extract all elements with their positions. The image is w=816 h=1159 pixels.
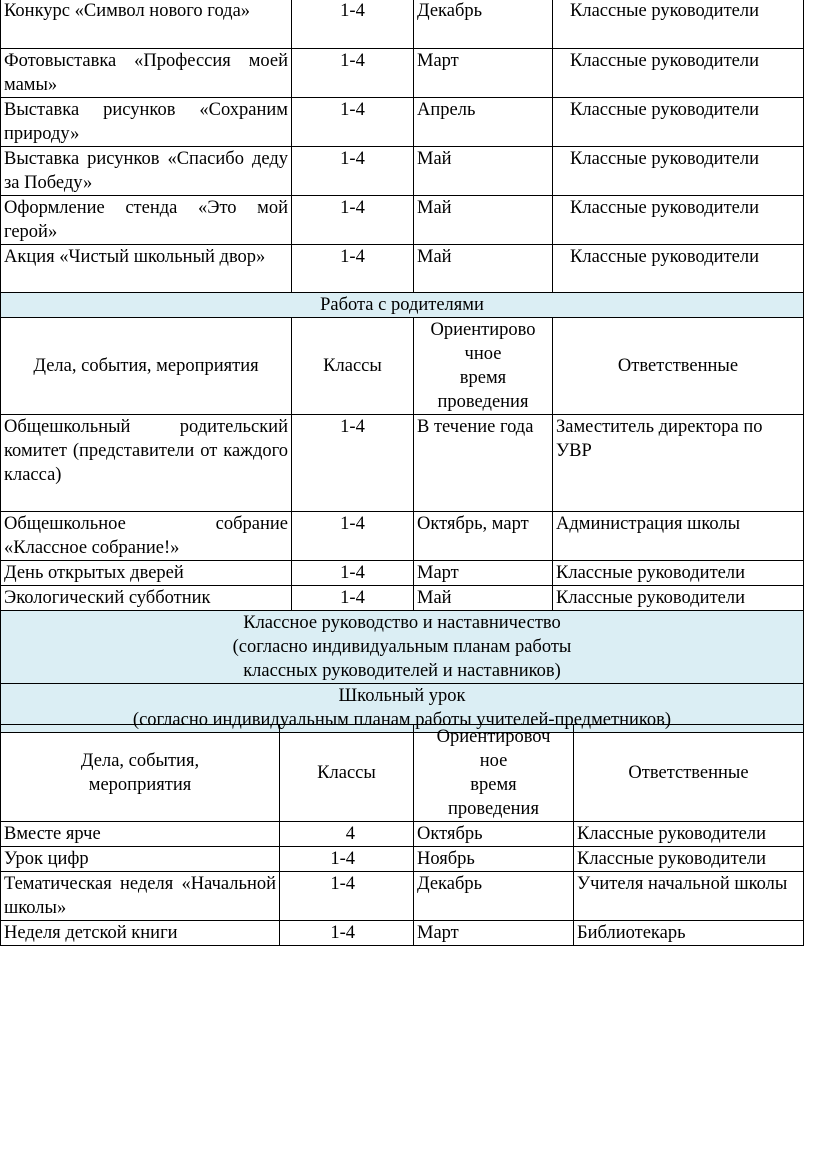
classes-cell: 1-4 (292, 586, 414, 611)
event-cell: Фотовыставка «Профессия моей мамы» (1, 49, 292, 98)
time-cell: Май (414, 147, 553, 196)
event-cell: Акция «Чистый школьный двор» (1, 245, 292, 293)
section-line: Классное руководство и наставничество (243, 613, 561, 633)
event-cell: Тематическая неделя «Начальной школы» (1, 872, 280, 921)
header-classes: Классы (280, 725, 414, 822)
table-row (1, 561, 804, 586)
classes-cell: 1-4 (280, 921, 414, 946)
responsible-cell: Классные руководители (553, 245, 804, 293)
classes-cell: 1-4 (292, 415, 414, 512)
header-time-line: чное (464, 344, 502, 364)
responsible-cell: Классные руководители (553, 561, 804, 586)
event-cell: Выставка рисунков «Сохраним природу» (1, 98, 292, 147)
time-cell: Ноябрь (414, 847, 574, 872)
time-cell: В течение года (414, 415, 553, 512)
section-row (1, 611, 804, 684)
header-time-line: ное (479, 751, 508, 771)
responsible-cell: Классные руководители (553, 49, 804, 98)
responsible-cell: Классные руководители (553, 0, 804, 49)
responsible-cell: Классные руководители (553, 98, 804, 147)
table-header-row (1, 725, 804, 822)
table-row (1, 586, 804, 611)
responsible-cell: Классные руководители (574, 822, 804, 847)
header-time (414, 318, 553, 415)
header-time-line: время (459, 368, 507, 388)
header-event: Дела, события, мероприятия (1, 318, 292, 415)
responsible-cell: Классные руководители (553, 586, 804, 611)
section-row (1, 293, 804, 318)
table-row (1, 147, 804, 196)
classes-cell: 1-4 (280, 847, 414, 872)
header-time-line: время (470, 775, 517, 795)
responsible-cell: Библиотекарь (574, 921, 804, 946)
table-row (1, 512, 804, 561)
header-time-line: Ориентирово (430, 320, 536, 340)
time-cell: Апрель (414, 98, 553, 147)
table-row (1, 49, 804, 98)
classes-cell: 4 (280, 822, 414, 847)
event-cell: Неделя детской книги (1, 921, 280, 946)
header-event-line: мероприятия (88, 775, 192, 795)
table-row (1, 822, 804, 847)
responsible-cell: Классные руководители (553, 196, 804, 245)
event-cell: Оформление стенда «Это мой герой» (1, 196, 292, 245)
responsible-cell: Классные руководители (574, 847, 804, 872)
table-row (1, 847, 804, 872)
table-row (1, 0, 804, 49)
classes-cell: 1-4 (292, 512, 414, 561)
section-title-mentoring (1, 611, 804, 684)
header-classes: Классы (292, 318, 414, 415)
header-time-line: проведения (448, 799, 539, 819)
time-cell: Октябрь (414, 822, 574, 847)
classes-cell: 1-4 (292, 147, 414, 196)
time-cell: Октябрь, март (414, 512, 553, 561)
event-cell: Экологический субботник (1, 586, 292, 611)
header-responsible: Ответственные (553, 318, 804, 415)
time-cell: Май (414, 196, 553, 245)
classes-cell: 1-4 (292, 49, 414, 98)
classes-cell: 1-4 (292, 196, 414, 245)
plan-table-lower (0, 724, 804, 946)
event-cell: Выставка рисунков «Спасибо деду за Победу» (1, 147, 292, 196)
event-cell: Урок цифр (1, 847, 280, 872)
responsible-cell: Заместитель директора по УВР (553, 415, 804, 512)
classes-cell: 1-4 (292, 245, 414, 293)
responsible-cell: Учителя начальной школы (574, 872, 804, 921)
section-line: (согласно индивидуальным планам работы учителей-предметников) (132, 710, 672, 730)
responsible-cell: Классные руководители (553, 147, 804, 196)
section-line: классных руководителей и наставников) (243, 661, 561, 681)
classes-cell: 1-4 (292, 0, 414, 49)
event-cell: День открытых дверей (1, 561, 292, 586)
table-row (1, 245, 804, 293)
header-time-line: проведения (437, 392, 529, 412)
time-cell: Декабрь (414, 872, 574, 921)
table-row (1, 196, 804, 245)
event-cell: Конкурс «Символ нового года» (1, 0, 292, 49)
time-cell: Май (414, 245, 553, 293)
table-row (1, 415, 804, 512)
header-time-line: Ориентировоч (436, 727, 551, 747)
time-cell: Март (414, 49, 553, 98)
header-responsible: Ответственные (574, 725, 804, 822)
section-line: (согласно индивидуальным планам работы (232, 637, 572, 657)
classes-cell: 1-4 (292, 98, 414, 147)
header-time (414, 725, 574, 822)
event-cell: Общешкольное собрание «Классное собрание!» (1, 512, 292, 561)
section-title-parents: Работа с родителями (1, 293, 804, 318)
section-line: Школьный урок (338, 686, 466, 706)
table-row (1, 872, 804, 921)
time-cell: Март (414, 921, 574, 946)
time-cell: Декабрь (414, 0, 553, 49)
table-row (1, 921, 804, 946)
responsible-cell: Администрация школы (553, 512, 804, 561)
time-cell: Май (414, 586, 553, 611)
table-row (1, 98, 804, 147)
header-event-line: Дела, события, (80, 751, 200, 771)
event-cell: Общешкольный родительский комитет (представители от каждого класса) (1, 415, 292, 512)
header-event (1, 725, 280, 822)
event-cell: Вместе ярче (1, 822, 280, 847)
table-header-row (1, 318, 804, 415)
classes-cell: 1-4 (292, 561, 414, 586)
classes-cell: 1-4 (280, 872, 414, 921)
time-cell: Март (414, 561, 553, 586)
